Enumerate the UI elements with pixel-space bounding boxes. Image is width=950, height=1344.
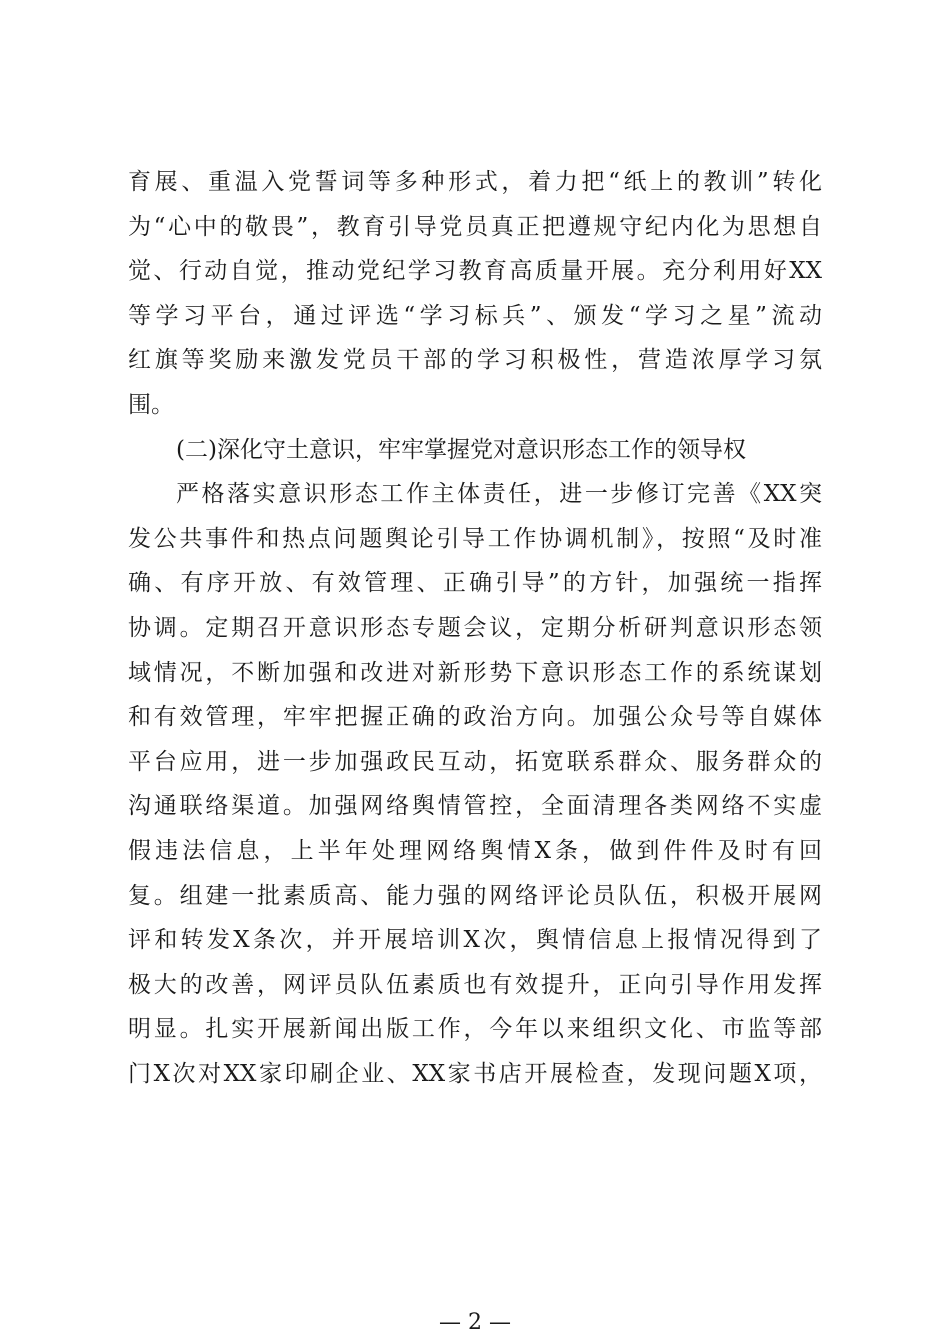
text-line: 觉、行动自觉，推动党纪学习教育高质量开展。充分利用好XX (128, 258, 822, 285)
text-line: 围。 (128, 391, 174, 418)
text-line: 域情况，不断加强和改进对新形势下意识形态工作的系统谋划 (128, 659, 822, 686)
text-line: 育展、重温入党誓词等多种形式，着力把“纸上的教训”转化 (128, 169, 822, 195)
text-line: 门X次对XX家印刷企业、XX家书店开展检查，发现问题X项， (128, 1060, 822, 1087)
text-line: 平台应用，进一步加强政民互动，拓宽联系群众、服务群众的 (128, 748, 822, 775)
text-line: 严格落实意识形态工作主体责任，进一步修订完善《XX突 (176, 481, 822, 508)
text-line: 协调。定期召开意识形态专题会议，定期分析研判意识形态领 (128, 614, 822, 641)
text-line: 和有效管理，牢牢把握正确的政治方向。加强公众号等自媒体 (128, 704, 822, 731)
text-line: 发公共事件和热点问题舆论引导工作协调机制》，按照“及时准 (128, 525, 822, 552)
text-line: 明显。扎实开展新闻出版工作，今年以来组织文化、市监等部 (128, 1016, 822, 1043)
text-line: 确、有序开放、有效管理、正确引导”的方针，加强统一指挥 (128, 570, 822, 597)
text-line: 等学习平台，通过评选“学习标兵”、颁发“学习之星”流动 (128, 302, 822, 329)
section-heading: (二)深化守土意识，牢牢掌握党对意识形态工作的领导权 (176, 436, 746, 463)
text-line: 假违法信息，上半年处理网络舆情X条，做到件件及时有回 (128, 837, 822, 864)
text-line: 极大的改善，网评员队伍素质也有效提升，正向引导作用发挥 (128, 971, 822, 998)
text-line: 复。组建一批素质高、能力强的网络评论员队伍，积极开展网 (128, 882, 822, 909)
text-line: 为“心中的敬畏”，教育引导党员真正把遵规守纪内化为思想自 (128, 213, 822, 240)
text-line: 评和转发X条次，并开展培训X次，舆情信息上报情况得到了 (128, 927, 822, 954)
text-line: 红旗等奖励来激发党员干部的学习积极性，营造浓厚学习氛 (128, 347, 822, 374)
document-body (128, 160, 822, 1096)
page-number: — 2 — (439, 1310, 511, 1335)
text-line: 沟通联络渠道。加强网络舆情管控，全面清理各类网络不实虚 (128, 793, 822, 820)
